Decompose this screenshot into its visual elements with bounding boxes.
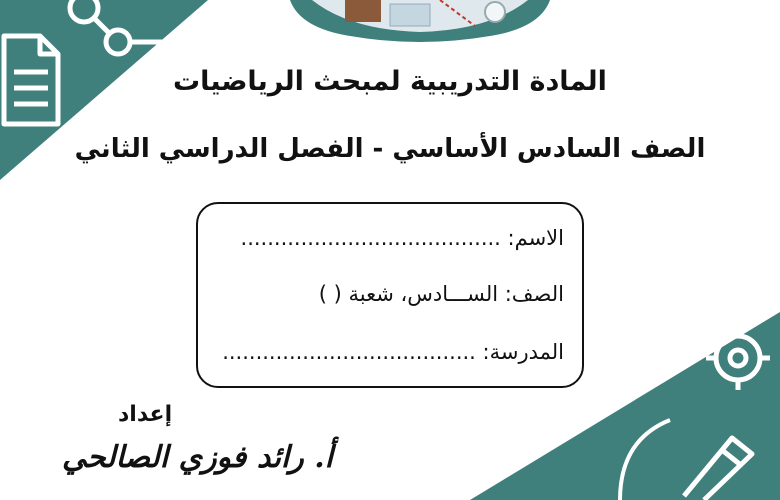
student-info-card [196,202,584,388]
page-subtitle: الصف السادس الأساسي - الفصل الدراسي الثاني [74,134,706,164]
name-field[interactable]: الاسم: ....................................... [240,226,564,250]
author-signature: أ. رائد فوزي الصالحي [62,440,333,475]
class-field[interactable]: الصف: الســـادس، شعبة ( ) [318,282,564,306]
lab-tools-banner [290,0,550,46]
page-title: المادة التدريبية لمبحث الرياضيات [173,66,607,97]
school-field[interactable]: المدرسة: ...................................... [222,340,564,364]
prepared-by-label: إعداد [118,402,173,427]
